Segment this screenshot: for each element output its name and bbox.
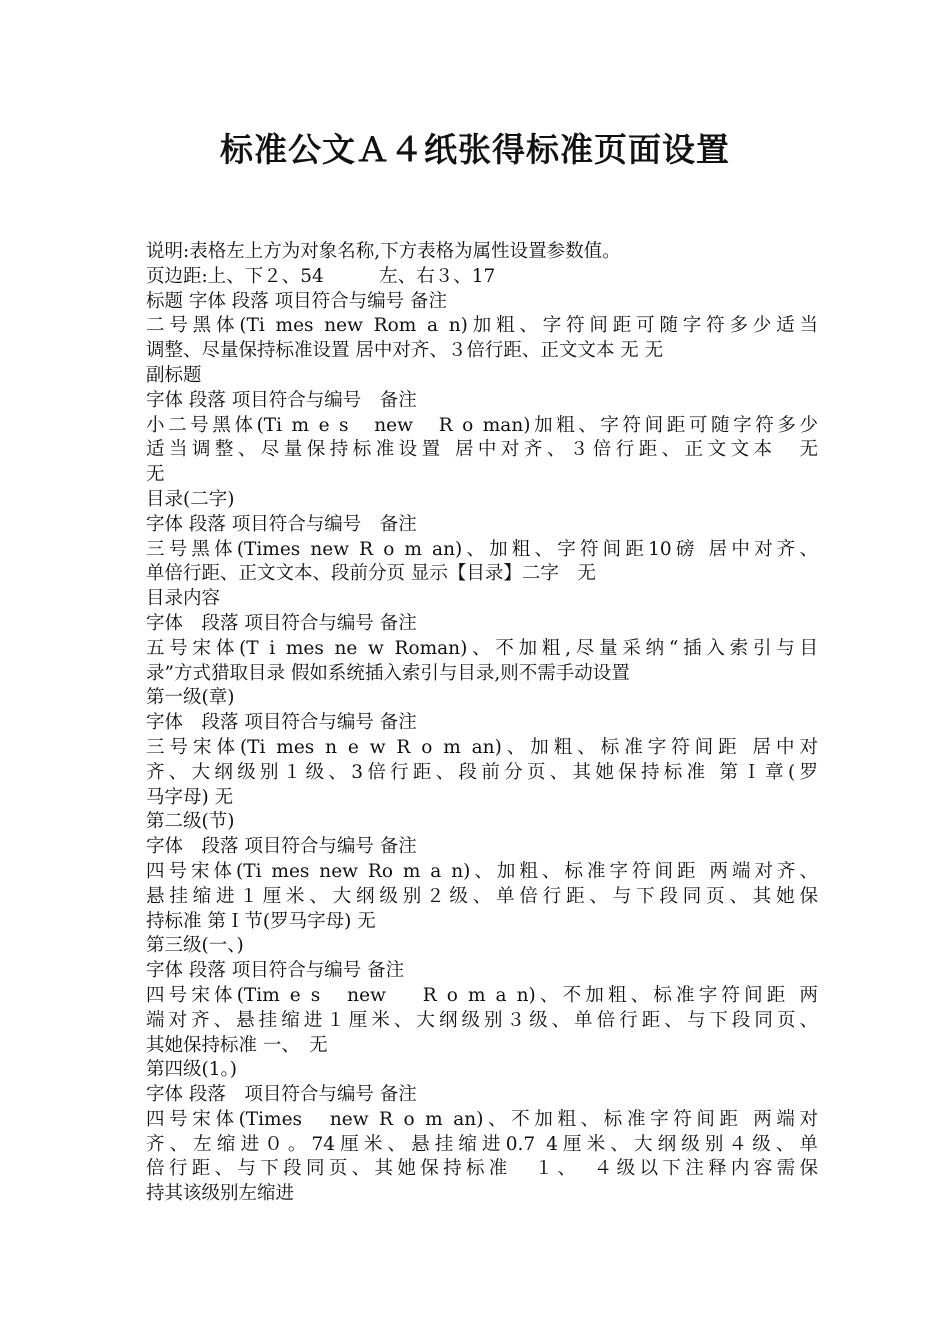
document-title: 标准公文Ａ４纸张得标准页面设置 <box>220 130 730 169</box>
doc-line: 字体 段落 项目符合与编号 备注 <box>146 513 417 535</box>
doc-line: 四号宋体(Times new R o m an)、不加粗、标准字符间距 两端对 <box>146 1108 818 1130</box>
doc-line: 目录内容 <box>146 588 221 610</box>
doc-line: 标题 字体 段落 项目符合与编号 备注 <box>146 290 448 312</box>
doc-line: 马字母) 无 <box>146 786 234 808</box>
doc-line: 第三级(一、) <box>146 935 244 957</box>
doc-line: 字体 段落 项目符合与编号 备注 <box>146 612 417 634</box>
doc-line: 倍行距、与下段同页、其她保持标准 １、 ４级以下注释内容需保 <box>146 1158 818 1180</box>
doc-line: 持标准 第Ｉ节(罗马字母) 无 <box>146 910 376 932</box>
doc-line: 悬挂缩进１厘米、大纲级别２级、单倍行距、与下段同页、其她保 <box>146 885 818 907</box>
doc-line: 字体 段落 项目符合与编号 备注 <box>146 712 417 734</box>
doc-line: 小二号黑体(Ti m e s new R o man)加粗、字符间距可随字符多少 <box>146 414 818 436</box>
doc-line: 端对齐、悬挂缩进１厘米、大纲级别３级、单倍行距、与下段同页、 <box>146 1009 818 1031</box>
doc-line: 字体 段落 项目符合与编号 备注 <box>146 960 405 982</box>
doc-line: 第一级(章) <box>146 687 235 709</box>
doc-line: 页边距:上、下２、54 左、右３、17 <box>146 265 496 287</box>
doc-line: 无 <box>146 464 165 486</box>
doc-line: 目录(二字) <box>146 488 235 510</box>
doc-line: 字体 段落 项目符合与编号 备注 <box>146 836 417 858</box>
doc-line: 字体 段落 项目符合与编号 备注 <box>146 389 417 411</box>
doc-line: 第四级(1。) <box>146 1059 237 1081</box>
doc-line: 第二级(节) <box>146 811 235 833</box>
doc-line: 持其该级别左缩进 <box>146 1183 295 1205</box>
doc-line: 适当调整、尽量保持标准设置 居中对齐、３倍行距、正文文本 无 <box>146 439 818 461</box>
document-body <box>146 240 818 1207</box>
doc-line: 二号黑体(Ti mes new Rom a n)加粗、字符间距可随字符多少适当 <box>146 315 818 337</box>
doc-line: 录”方式猎取目录 假如系统插入索引与目录,则不需手动设置 <box>146 662 630 684</box>
doc-line: 齐、大纲级别１级、3倍行距、段前分页、其她保持标准 第Ｉ章(罗 <box>146 761 818 783</box>
doc-line: 齐、左缩进０。74厘米、悬挂缩进0.7 4厘米、大纲级别４级、单 <box>146 1133 818 1155</box>
doc-line: 三号黑体(Times new R o m an)、加粗、字符间距10磅 居中对齐、 <box>146 538 818 560</box>
doc-line: 五号宋体(T i mes ne w Roman)、不加粗,尽量采纳“插入索引与目 <box>146 637 818 659</box>
doc-line: 其她保持标准 一、 无 <box>146 1034 328 1056</box>
doc-line: 调整、尽量保持标准设置 居中对齐、３倍行距、正文文本 无 无 <box>146 340 664 362</box>
doc-line: 单倍行距、正文文本、段前分页 显示【目录】二字 无 <box>146 563 596 585</box>
doc-line: 四号宋体(Tim e s new R o m a n)、不加粗、标准字符间距 两 <box>146 984 818 1006</box>
doc-line: 四号宋体(Ti mes new Ro m a n)、加粗、标准字符间距 两端对齐、 <box>146 860 818 882</box>
doc-line: 副标题 <box>146 364 202 386</box>
doc-line: 说明:表格左上方为对象名称,下方表格为属性设置参数值。 <box>146 241 621 262</box>
doc-line: 三号宋体(Ti mes n e w R o m an)、加粗、标准字符间距 居中对 <box>146 736 818 758</box>
doc-line: 字体 段落 项目符合与编号 备注 <box>146 1084 417 1106</box>
